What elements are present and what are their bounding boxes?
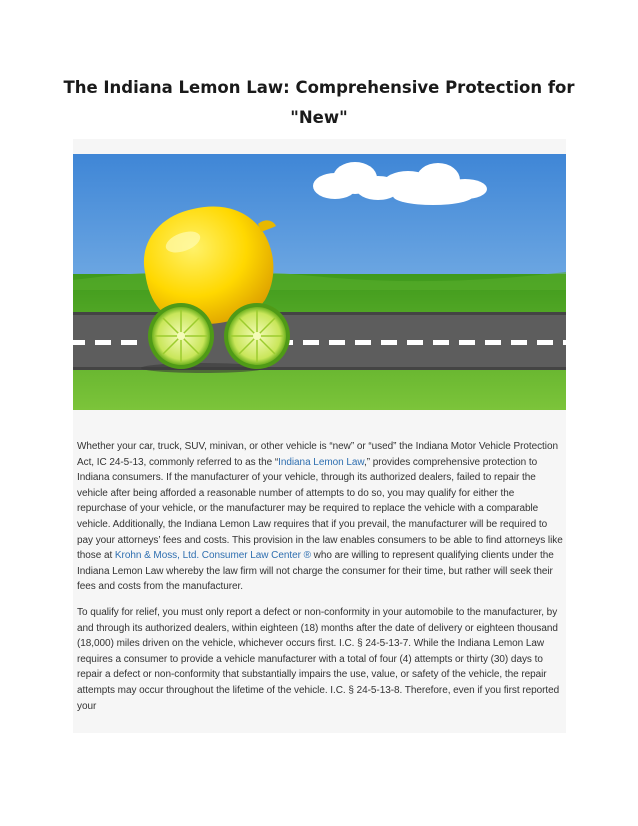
page-title-line-1: The Indiana Lemon Law: Comprehensive Protection for "New"	[63, 78, 575, 127]
hero-image	[73, 154, 566, 410]
lime-wheel-right	[224, 303, 290, 369]
paragraph-1-text-b: ,” provides comprehensive protection to Indiana consumers. If the manufacturer of your vehicle, through its authorized dealers, failed to repair the vehicle after being afforded a reasonable number of attempts to do so, you may qualify for either the repurchase of your vehicle, or the manufacturer may be required to replace the vehicle with a comparable vehicle. Additionally, the Indiana Lemon Law requires that if you prevail, the manufacturer will be required to pay your attorneys’ fees and costs. This provision in the law enables consumers to be able to find attorneys like those at	[77, 456, 563, 562]
paragraph-2: To qualify for relief, you must only report a defect or non-conformity in your automobile to the manufacturer, by and through its authorized dealers, within eighteen (18) months after the date of delivery or eighteen thousand (18,000) miles driven on the vehicle, whichever occurs first. I.C. § 24-5-13-7. While the Indiana Lemon Law requires a consumer to provide a vehicle manufacturer with a total of four (4) attempts or thirty (30) days to repair a defect or non-conformity that substantially impairs the use, value, or safety of the vehicle, the repair attempts may occur throughout the lifetime of the vehicle. I.C. § 24-5-13-8. Therefore, even if you first reported your	[77, 606, 560, 712]
paragraph-1	[77, 439, 565, 595]
krohn-moss-link[interactable]: Krohn & Moss, Ltd. Consumer Law Center ®	[114, 550, 311, 562]
article-body	[77, 439, 565, 724]
paragraph-1-text-c: who are willing to represent qualifying clients under the Indiana Lemon Law whereby the law firm will not charge the consumer for their time, but rather will seek their fees and costs from the manufacturer.	[77, 550, 554, 593]
lime-wheel-left	[148, 303, 214, 369]
paragraph-1-text-a: Whether your car, truck, SUV, minivan, or other vehicle is “new” or “used” the Indiana Motor Vehicle Protection Act, IC 24-5-13, commonly referred to as the “	[77, 441, 558, 468]
article-panel	[73, 139, 566, 733]
indiana-lemon-law-link[interactable]: Indiana Lemon Law	[278, 456, 365, 468]
